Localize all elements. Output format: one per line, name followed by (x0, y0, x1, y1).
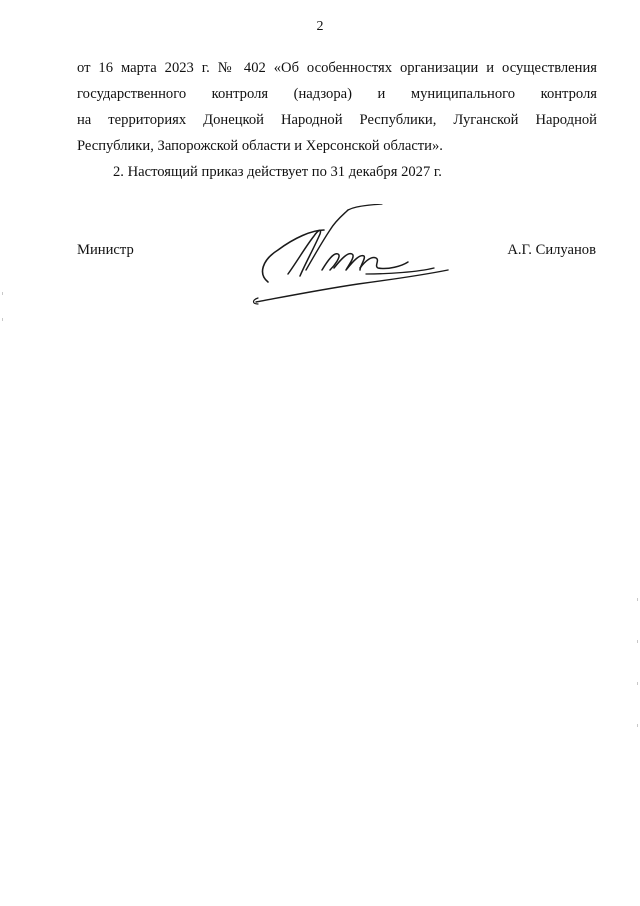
scan-artifact (637, 640, 638, 643)
paragraph-effective-date: 2. Настоящий приказ действует по 31 декабря 2027 г. (113, 164, 442, 180)
paragraph-continuation (77, 55, 597, 159)
scan-artifact (637, 724, 638, 727)
signatory-role: Министр (77, 242, 134, 258)
scan-artifact (637, 682, 638, 685)
scan-artifact (637, 598, 638, 601)
scan-artifact (2, 292, 3, 295)
page-number: 2 (316, 19, 324, 34)
paragraph-line: на территориях Донецкой Народной Республики, Луганской Народной (77, 112, 597, 128)
paragraph-line: государственного контроля (надзора) и муниципального контроля (77, 86, 597, 102)
paragraph-line: от 16 марта 2023 г. № 402 «Об особенностях организации и осуществления (77, 60, 597, 76)
handwritten-signature (248, 204, 460, 308)
signatory-name: А.Г. Силуанов (507, 242, 596, 258)
paragraph-line: Республики, Запорожской области и Херсонской области». (77, 138, 443, 154)
scan-artifact (2, 318, 3, 321)
